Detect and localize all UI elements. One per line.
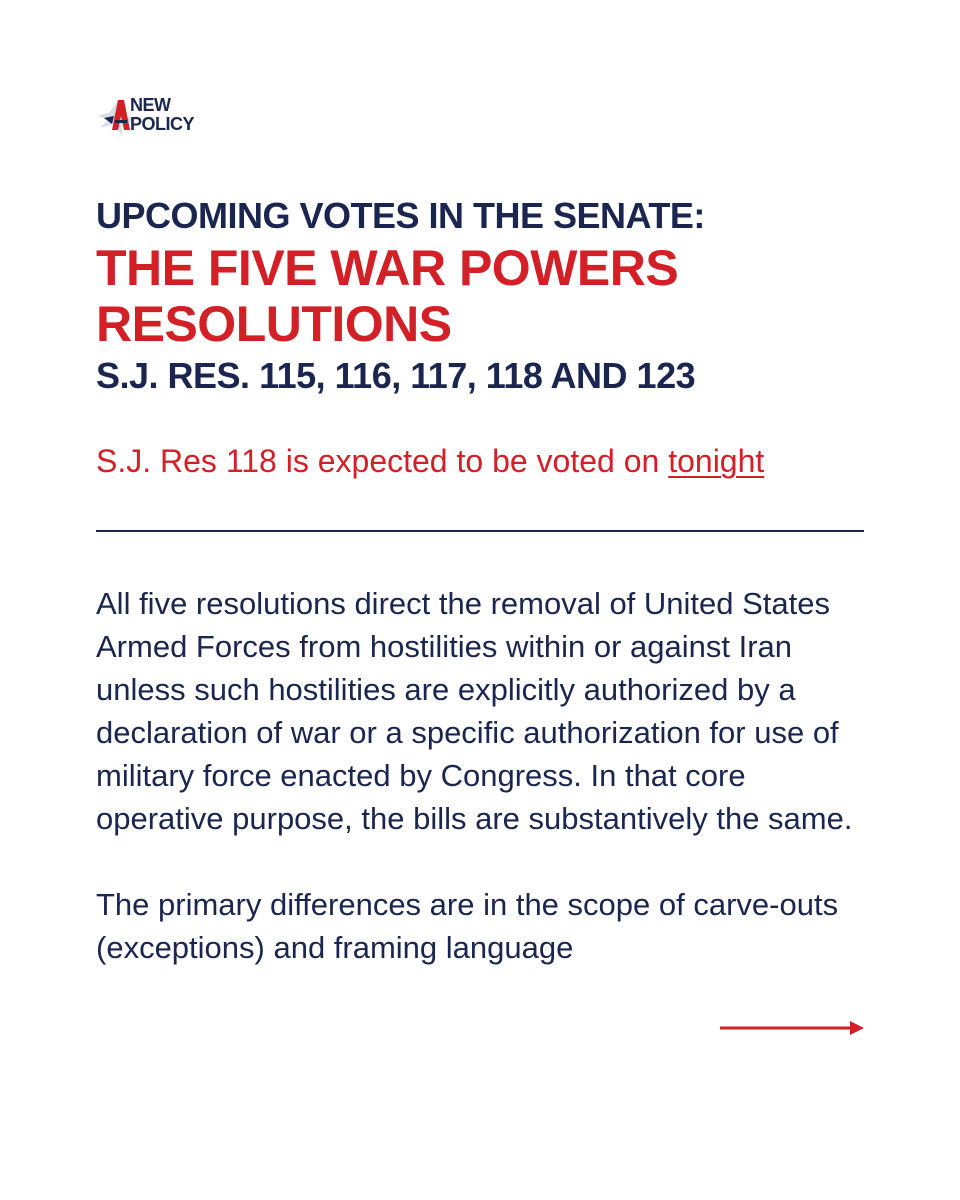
section-divider (96, 530, 864, 532)
headline-kicker: UPCOMING VOTES IN THE SENATE: (96, 195, 705, 236)
logo-line-new: NEW (130, 95, 171, 115)
body-paragraph-1: All five resolutions direct the removal of United States Armed Forces from hostilities within or against Iran unless such hostilities are explicitly authorized by a declaration of war or a specific authorization for use of military force enacted by Congress. In that core operative purpose, the bills are substantively the same. (96, 586, 853, 836)
vote-timing-prefix: S.J. Res 118 is expected to be voted on (96, 443, 669, 479)
headline-bill-numbers: S.J. RES. 115, 116, 117, 118 AND 123 (96, 355, 696, 396)
logo-wordmark (130, 96, 194, 134)
vote-timing-note (96, 440, 764, 482)
arrow-right-icon[interactable] (718, 1018, 866, 1038)
headline (96, 194, 896, 398)
headline-title-line2: RESOLUTIONS (96, 296, 452, 352)
brand-logo (96, 94, 246, 140)
headline-title-line1: THE FIVE WAR POWERS (96, 240, 679, 296)
body-paragraph-2: The primary differences are in the scope of carve-outs (exceptions) and framing language (96, 887, 839, 965)
vote-timing-emphasis: tonight (668, 443, 765, 479)
logo-line-policy: POLICY (130, 114, 195, 134)
body-copy (96, 582, 866, 969)
